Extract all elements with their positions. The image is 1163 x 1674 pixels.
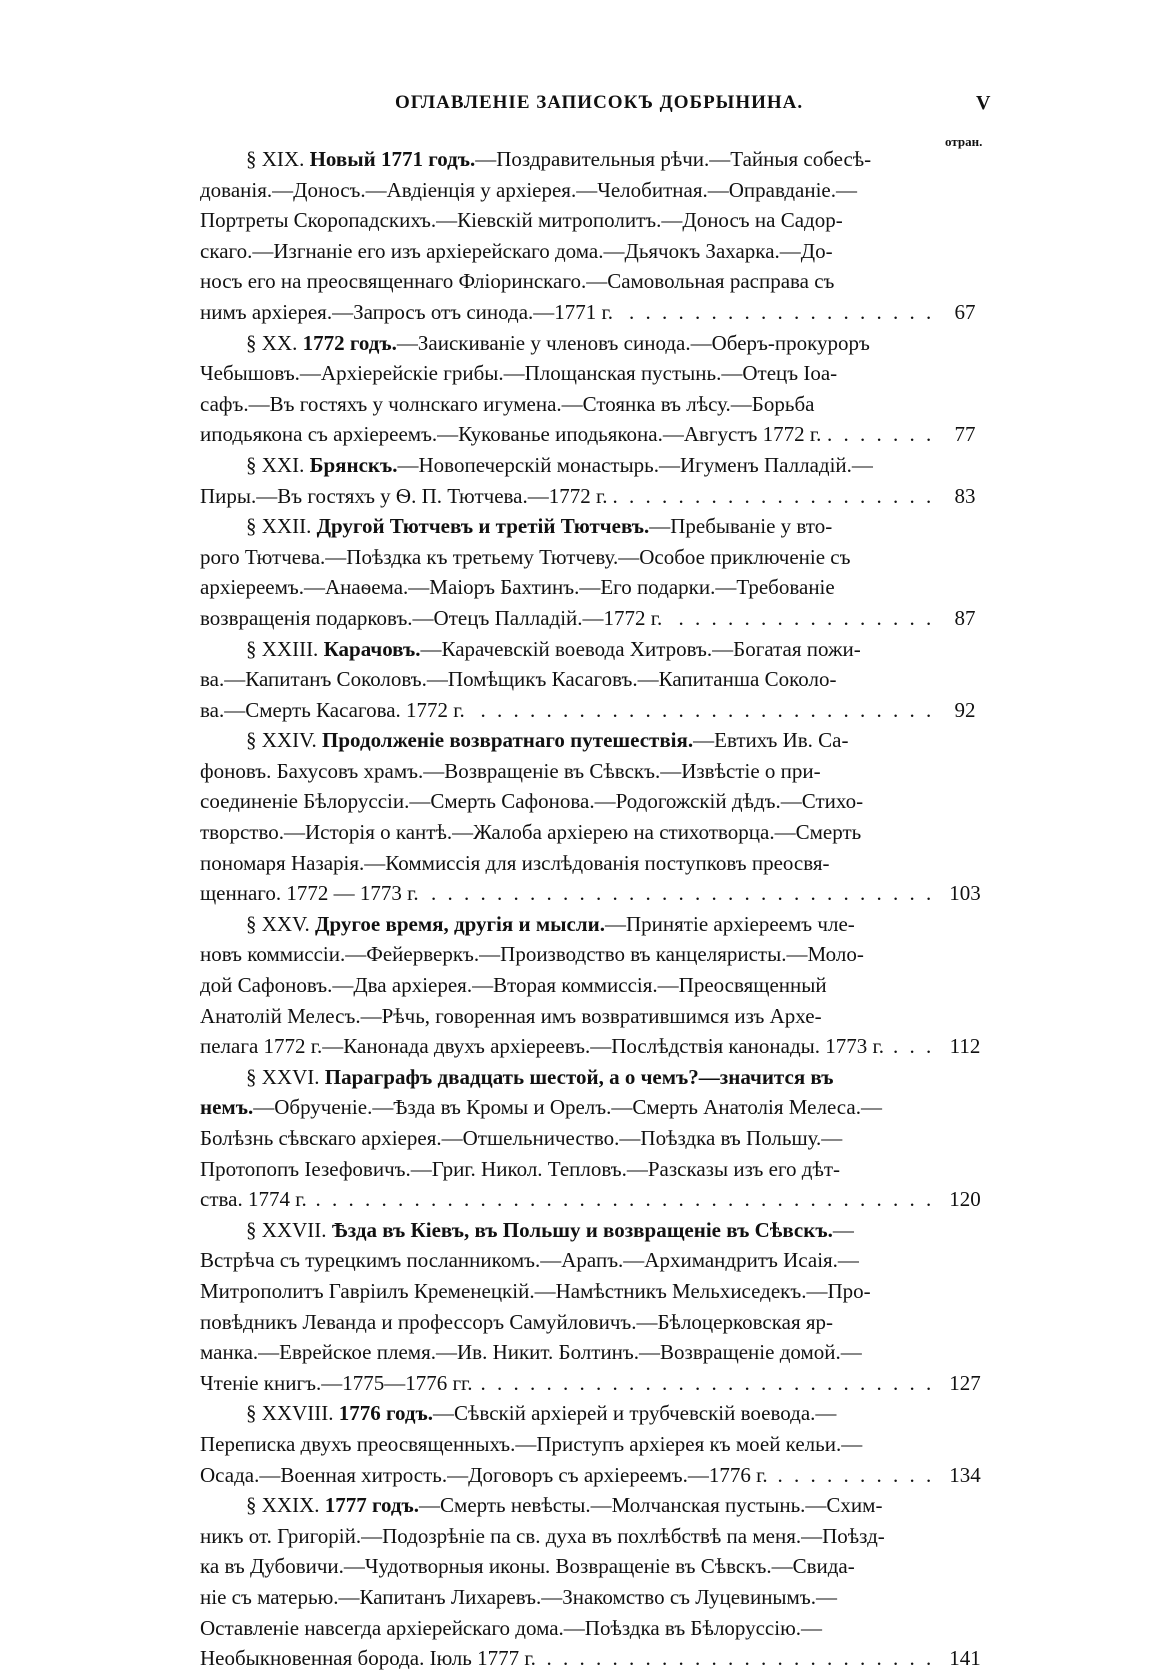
section-summary-text: Болѣзнь сѣвскаго архіерея.—Отшельничество.—Поѣздка въ Польшу.— <box>200 1126 843 1150</box>
toc-line <box>200 236 930 267</box>
toc-line <box>200 1031 930 1062</box>
section-summary-text: скаго.—Изгнаніе его изъ архіерейскаго дома.—Дьячокъ Захарка.—До- <box>200 238 833 263</box>
section-summary-text: возвращенія подарковъ.—Отецъ Палладій.—1772 г. <box>200 605 663 630</box>
section-title: Другой Тютчевъ и третій Тютчевъ. <box>316 514 650 539</box>
toc-page-number: 103 <box>949 881 981 906</box>
section-summary-text: Митрополитъ Гавріилъ Кременецкій.—Намѣстникъ Мельхиседекъ.—Про- <box>200 1278 871 1303</box>
toc-entry <box>200 1062 1000 1215</box>
toc-page-number: 134 <box>949 1462 981 1487</box>
toc-entry <box>200 725 1000 909</box>
running-title: ОГЛАВЛЕНІЕ ЗАПИСОКЪ ДОБРЫНИНА. <box>395 92 804 113</box>
section-summary-text: — <box>832 1217 854 1242</box>
section-number: § XIX. <box>246 147 305 171</box>
table-of-contents <box>200 144 1000 1674</box>
toc-line <box>200 786 930 817</box>
section-summary-text: Осада.—Военная хитрость.—Договоръ съ архіереемъ.—1776 г. <box>200 1462 768 1487</box>
section-summary-text: Протопопъ Іезефовичъ.—Григ. Никол. Тепловъ.—Разсказы изъ его дѣт- <box>200 1156 841 1181</box>
toc-line <box>200 1521 930 1552</box>
toc-line <box>200 1154 930 1185</box>
toc-line <box>200 1092 930 1123</box>
toc-line <box>200 848 930 879</box>
section-title: 1776 годъ. <box>338 1401 434 1426</box>
toc-line <box>200 1582 930 1613</box>
toc-line <box>200 970 930 1001</box>
toc-entry <box>200 450 1000 511</box>
section-summary-text: —Евтихъ Ив. Са- <box>693 728 849 753</box>
section-summary-text: Необыкновенная борода. Іюль 1777 г. <box>200 1646 536 1671</box>
toc-line <box>200 144 930 175</box>
toc-line <box>200 1551 930 1582</box>
toc-line <box>200 1062 930 1093</box>
section-title: Новый 1771 годъ. <box>309 147 476 171</box>
toc-line <box>200 175 930 206</box>
toc-page-number: 92 <box>954 697 976 722</box>
section-summary-text: нимъ архіерея.—Запросъ отъ синода.—1771 г. <box>200 299 614 324</box>
toc-entry <box>200 328 1000 450</box>
toc-line <box>200 1307 930 1338</box>
section-title: 1777 годъ. <box>324 1493 420 1518</box>
page-column-label: отран. <box>945 134 983 149</box>
toc-line <box>200 756 930 787</box>
section-summary-text: фоновъ. Бахусовъ храмъ.—Возвращеніе въ Сѣвскъ.—Извѣстіе о при- <box>200 758 821 783</box>
section-number: § XXI. <box>246 452 305 477</box>
section-summary-text: —Поздравительныя рѣчи.—Тайныя собесѣ- <box>475 147 872 171</box>
section-number: § XXVI. <box>246 1064 320 1089</box>
section-summary-text: новъ коммиссіи.—Фейерверкъ.—Производство въ канцеляристы.—Моло- <box>200 942 864 967</box>
toc-line <box>200 878 930 909</box>
section-number: § XXV. <box>246 911 310 936</box>
section-summary-text: —Смерть невѣсты.—Молчанская пустынь.—Схим- <box>419 1493 883 1518</box>
section-summary-text: ства. 1774 г. <box>200 1187 307 1212</box>
section-summary-text: соединеніе Бѣлоруссіи.—Смерть Сафонова.—Родогожскій дѣдъ.—Стихо- <box>200 789 864 814</box>
section-title: Брянскъ. <box>309 452 398 477</box>
section-summary-text: щеннаго. 1772 — 1773 г. <box>200 881 419 906</box>
section-summary-text: ва.—Капитанъ Соколовъ.—Помѣщикъ Касаговъ.—Капитанша Соколо- <box>200 667 837 692</box>
toc-line <box>200 572 930 603</box>
toc-page-number: 112 <box>949 1034 981 1059</box>
toc-line <box>200 481 930 512</box>
toc-page-number: 120 <box>949 1187 981 1212</box>
toc-line <box>200 664 930 695</box>
toc-entry <box>200 909 1000 1062</box>
section-summary-text: Анатолій Мелесъ.—Рѣчь, говоренная имъ возвратившимся изъ Архе- <box>200 1003 822 1028</box>
section-summary-text: Чтеніе книгъ.—1775—1776 гг. <box>200 1370 473 1395</box>
toc-line <box>200 419 930 450</box>
section-summary-text: повѣдникъ Леванда и профессоръ Самуйловичъ.—Бѣлоцерковская яр- <box>200 1309 834 1334</box>
toc-line <box>200 297 930 328</box>
section-summary-text: Переписка двухъ преосвященныхъ.—Приступъ архіерея къ моей кельи.— <box>200 1431 863 1456</box>
toc-line <box>200 1490 930 1521</box>
toc-line <box>200 358 930 389</box>
section-number: § XXIV. <box>246 728 317 753</box>
section-summary-text: Оставленіе навсегда архіерейскаго дома.—Поѣздка въ Бѣлоруссію.— <box>200 1615 823 1640</box>
section-number: § XXVII. <box>246 1217 327 1242</box>
toc-line <box>200 909 930 940</box>
toc-line <box>200 1276 930 1307</box>
section-summary-text: ка въ Дубовичи.—Чудотворныя иконы. Возвращеніе въ Сѣвскъ.—Свида- <box>200 1554 855 1579</box>
section-title: Карачовъ. <box>323 636 421 661</box>
section-number: § XXIX. <box>246 1493 320 1518</box>
section-summary-text: дой Сафоновъ.—Два архіерея.—Вторая коммиссія.—Преосвященный <box>200 973 827 998</box>
section-summary-text: никъ от. Григорій.—Подозрѣніе па св. духа въ похлѣбствѣ па меня.—Поѣзд- <box>200 1523 885 1548</box>
toc-entry <box>200 511 1000 633</box>
section-summary-text: дованія.—Доносъ.—Авдіенція у архіерея.—Челобитная.—Оправданіе.— <box>200 177 857 202</box>
section-summary-text: —Пребываніе у вто- <box>649 514 833 539</box>
toc-line <box>200 1337 930 1368</box>
section-summary-text: —Принятіе архіереемъ чле- <box>605 911 855 936</box>
toc-line <box>200 725 930 756</box>
toc-page-number: 141 <box>949 1646 981 1671</box>
toc-line <box>200 328 930 359</box>
section-number: § XXVIII. <box>246 1401 334 1426</box>
section-summary-text: сафъ.—Въ гостяхъ у чолнскаго игумена.—Стоянка въ лѣсу.—Борьба <box>200 391 815 416</box>
toc-line <box>200 1429 930 1460</box>
section-summary-text: —Обрученіе.—Ѣзда въ Кромы и Орелъ.—Смерть Анатолія Мелеса.— <box>253 1095 882 1120</box>
toc-entry <box>200 1490 1000 1674</box>
toc-line <box>200 695 930 726</box>
toc-line <box>200 1184 930 1215</box>
toc-line <box>200 266 930 297</box>
section-summary-text: —Сѣвскій архіерей и трубчевскій воевода.— <box>433 1401 837 1426</box>
toc-line <box>200 450 930 481</box>
toc-line <box>200 603 930 634</box>
toc-line <box>200 1460 930 1491</box>
toc-line <box>200 389 930 420</box>
page-number: V <box>976 92 991 114</box>
section-summary-text: ніе съ матерью.—Капитанъ Лихаревъ.—Знакомство съ Луцевинымъ.— <box>200 1584 837 1609</box>
toc-line <box>200 817 930 848</box>
section-summary-text: архіереемъ.—Анаѳема.—Маіоръ Бахтинъ.—Его подарки.—Требованіе <box>200 575 835 600</box>
toc-line <box>200 634 930 665</box>
toc-line <box>200 205 930 236</box>
section-number: § XX. <box>246 330 298 355</box>
toc-page-number: 83 <box>954 483 976 508</box>
toc-page-number: 67 <box>954 300 976 324</box>
toc-line <box>200 542 930 573</box>
section-title: Другое время, другія и мысли. <box>315 911 605 936</box>
section-summary-text: иподьякона съ архіереемъ.—Кукованье иподьякона.—Августъ 1772 г. <box>200 422 822 447</box>
toc-page-number: 127 <box>949 1370 981 1395</box>
section-summary-text: рого Тютчева.—Поѣздка къ третьему Тютчеву.—Особое приключеніе съ <box>200 544 851 569</box>
toc-line <box>200 1215 930 1246</box>
section-number: § XXII. <box>246 514 312 539</box>
toc-line <box>200 1398 930 1429</box>
section-summary-text: —Новопечерскій монастырь.—Игуменъ Палладій.— <box>397 452 873 477</box>
toc-entry <box>200 634 1000 726</box>
toc-page-number: 77 <box>954 422 976 447</box>
toc-line <box>200 939 930 970</box>
section-summary-text: пономаря Назарія.—Коммиссія для изслѣдованія поступковъ преосвя- <box>200 850 830 875</box>
section-number: § XXIII. <box>246 636 319 661</box>
section-summary-text: носъ его на преосвященнаго Фліоринскаго.—Самовольная расправа съ <box>200 269 835 294</box>
section-summary-text: Портреты Скоропадскихъ.—Кіевскій митрополитъ.—Доносъ на Садор- <box>200 208 843 233</box>
toc-line <box>200 1613 930 1644</box>
toc-entry <box>200 144 1000 328</box>
section-summary-text: —Карачевскій воевода Хитровъ.—Богатая пожи- <box>420 636 861 661</box>
section-title: 1772 годъ. <box>302 330 397 355</box>
toc-page-number: 87 <box>954 605 976 630</box>
section-summary-text: манка.—Еврейское племя.—Ив. Никит. Болтинъ.—Возвращеніе домой.— <box>200 1340 862 1365</box>
section-summary-text: Пиры.—Въ гостяхъ у Ѳ. П. Тютчева.—1772 г. <box>200 483 608 508</box>
toc-line <box>200 1245 930 1276</box>
section-summary-text: ва.—Смерть Касагова. 1772 г. <box>200 697 465 722</box>
section-summary-text: пелага 1772 г.—Канонада двухъ архіереевъ.—Послѣдствія канонады. 1773 г. <box>200 1034 884 1059</box>
section-summary-text: Чебышовъ.—Архіерейскіе грибы.—Площанская пустынь.—Отецъ Іоа- <box>200 361 838 386</box>
toc-line <box>200 1123 930 1154</box>
toc-line <box>200 511 930 542</box>
section-summary-text: Встрѣча съ турецкимъ посланникомъ.—Арапъ.—Архимандритъ Исаія.— <box>200 1248 859 1273</box>
toc-line <box>200 1001 930 1032</box>
section-title: Параграфъ двадцать шестой, а о чемъ?—значится въ <box>324 1064 834 1089</box>
toc-line <box>200 1368 930 1399</box>
section-title: Ѣзда въ Кіевъ, въ Польшу и возвращеніе въ Сѣвскъ. <box>331 1217 833 1242</box>
section-title: Продолженіе возвратнаго путешествія. <box>322 728 694 753</box>
section-summary-text: творство.—Исторія о кантѣ.—Жалоба архіерею на стихотворца.—Смерть <box>200 820 862 845</box>
section-title-continued: немъ. <box>200 1095 254 1120</box>
toc-entry <box>200 1398 1000 1490</box>
toc-entry <box>200 1215 1000 1399</box>
toc-line <box>200 1643 930 1674</box>
section-summary-text: —Заискиваніе у членовъ синода.—Оберъ-прокуроръ <box>396 330 870 355</box>
